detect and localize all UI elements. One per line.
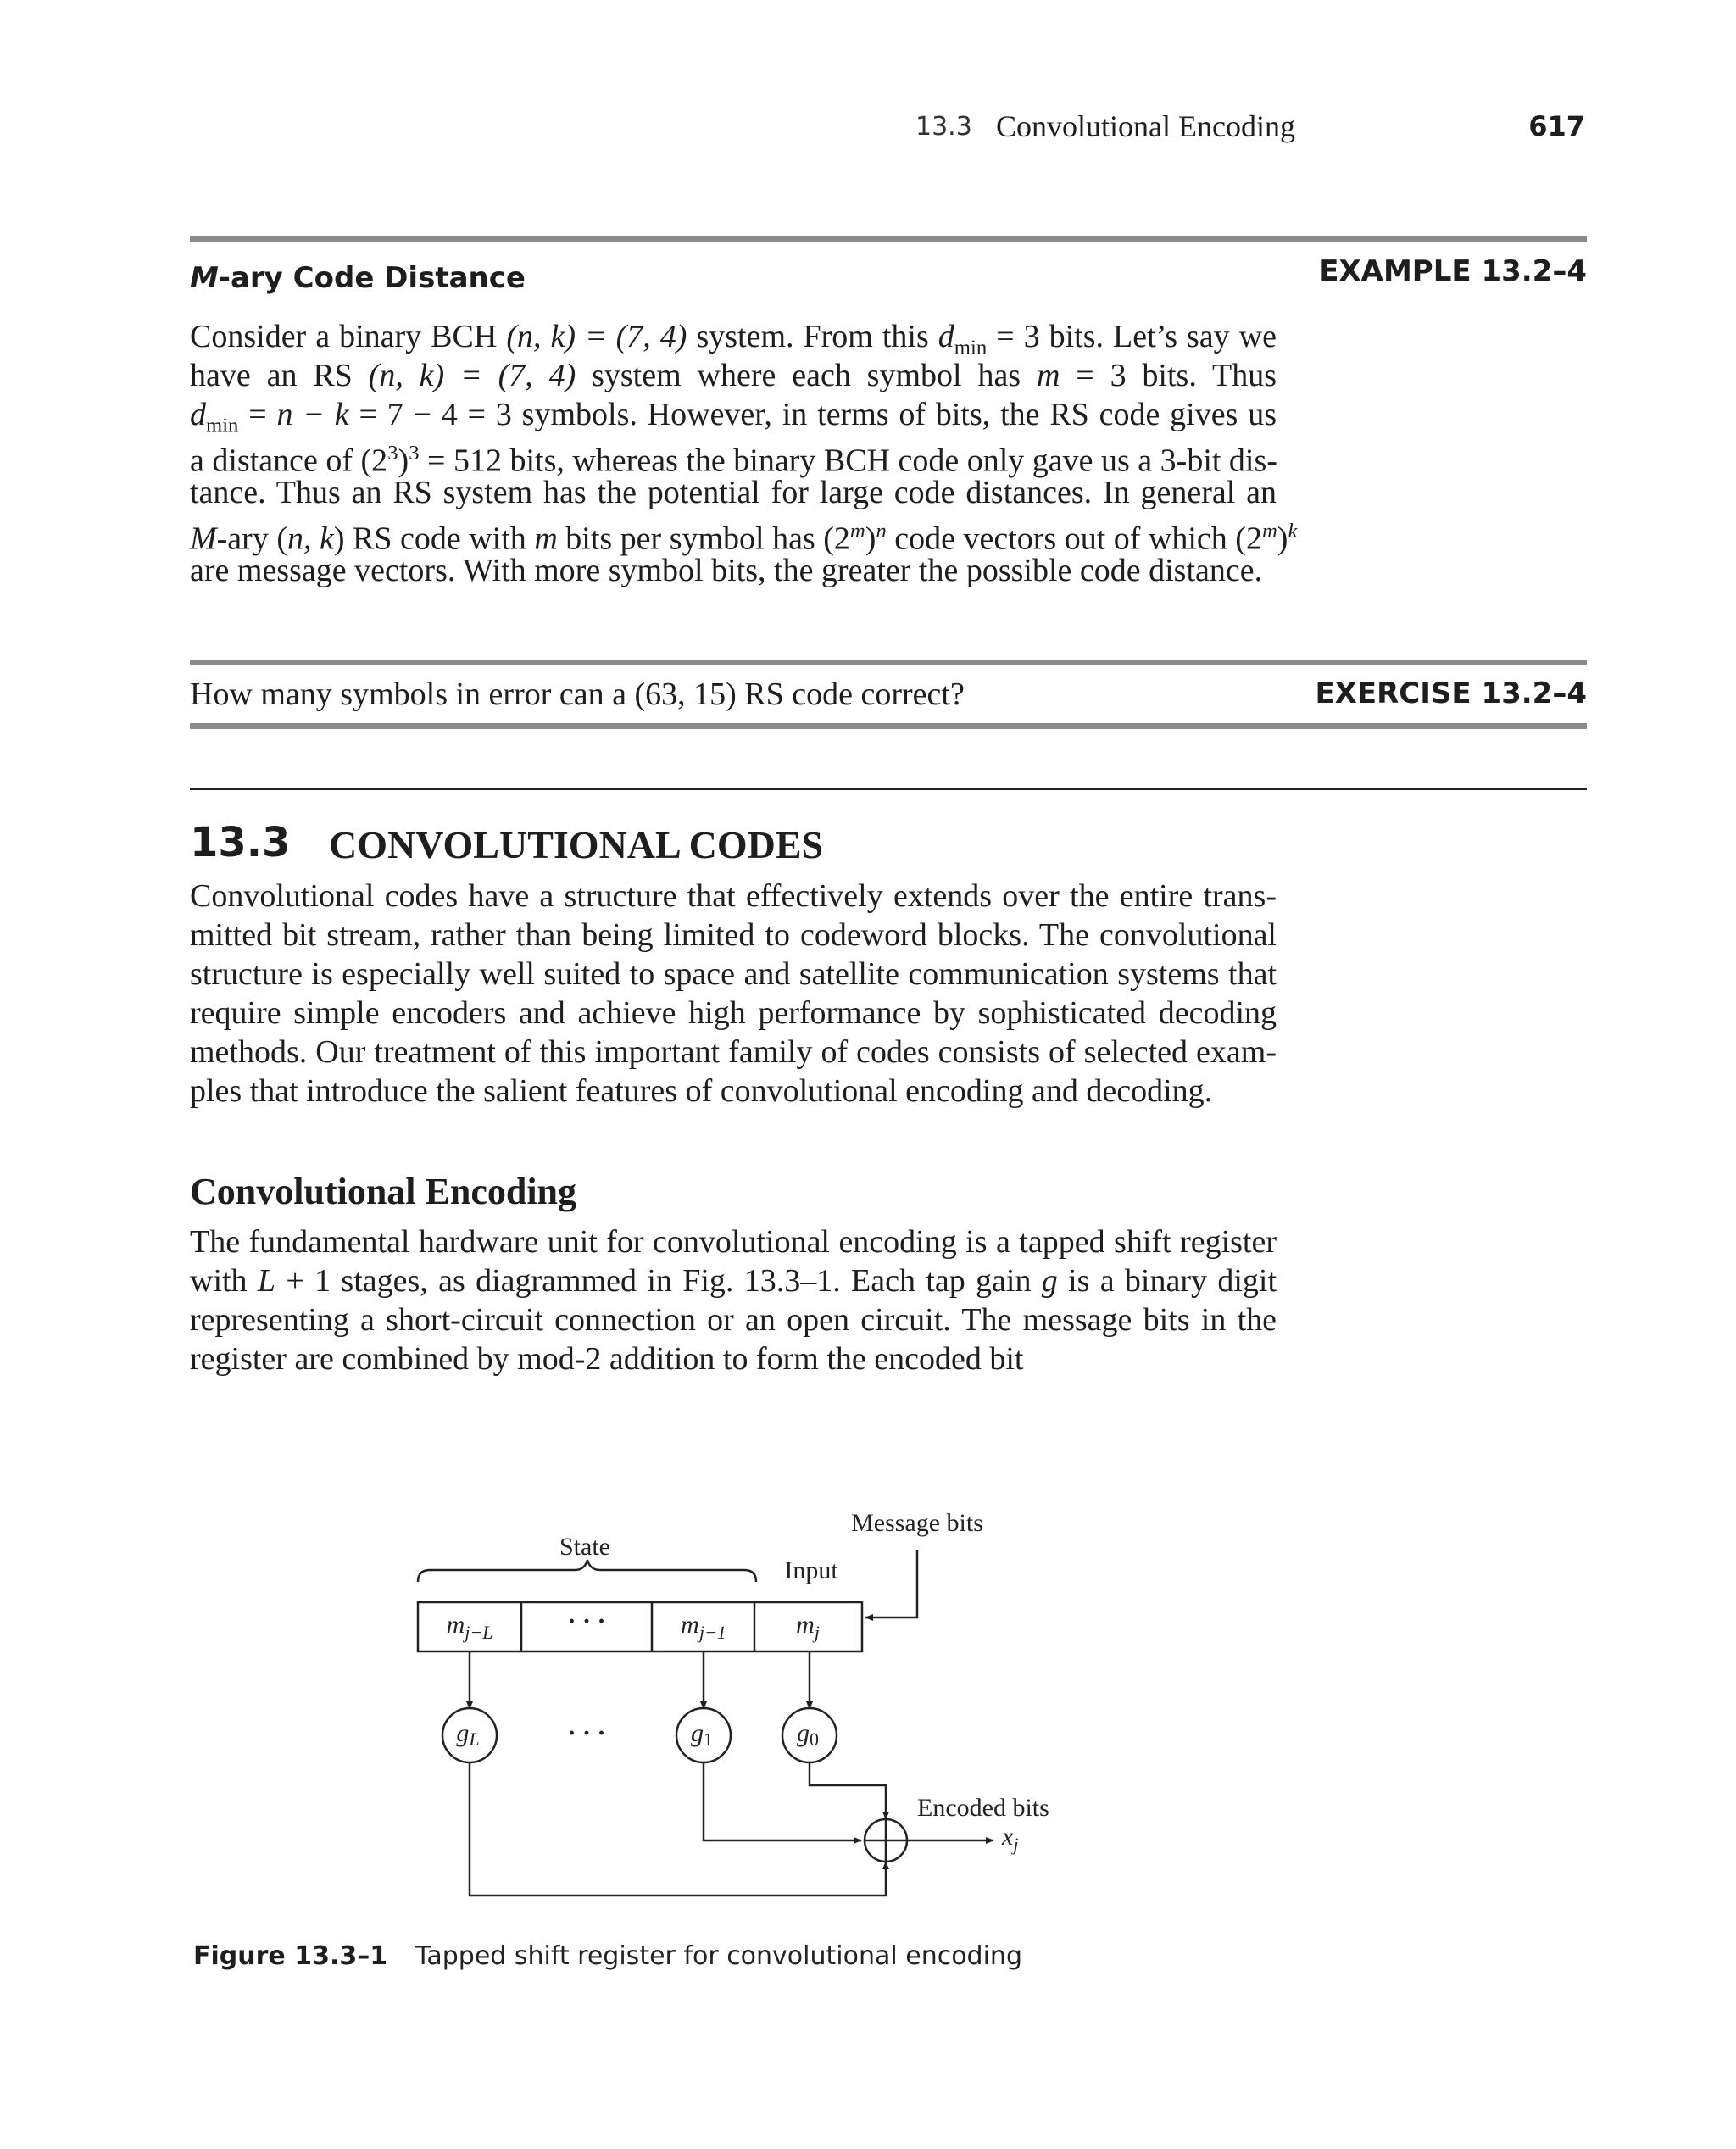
header-section-number: 13.3 [915,112,972,142]
message-input-arrow [865,1550,917,1617]
page-number: 617 [1528,110,1585,142]
subsection-title: Convolutional Encoding [190,1171,577,1212]
subsection-line-2: with L + 1 stages, as diagrammed in Fig. 13.3–1. Each tap gain g is a binary digit [190,1263,1277,1299]
example-line-6: M-ary (n, k) RS code with m bits per symbol has $(2^m)^n$ code vectors out of which $(2^m)^k$ [190,520,1298,557]
state-label: State [559,1533,610,1561]
input-label: Input [784,1556,838,1584]
cell-m-j-1: $m_{j-1}$ [681,1611,726,1643]
example-line-5: tance. Thus an RS system has the potential for large code distances. In general an [190,475,1277,510]
exercise-question: How many symbols in error can a (63, 15) RS code correct? [190,676,965,712]
subsection-line-1: The fundamental hardware unit for convolutional encoding is a tapped shift register [190,1224,1277,1260]
section-title: CONVOLUTIONAL CODES [329,823,824,866]
section-line-1: Convolutional codes have a structure that effectively extends over the entire trans- [190,878,1277,914]
example-label: EXAMPLE 13.2–4 [1319,254,1587,288]
figure-caption-text: Tapped shift register for convolutional encoding [415,1941,1022,1971]
section-line-5: methods. Our treatment of this important family of codes consists of selected exam- [190,1034,1277,1070]
tap-gL-label: gL [456,1719,480,1750]
tap-ellipsis: · · · [567,1719,606,1747]
section-line-6: ples that introduce the salient features of convolutional encoding and decoding. [190,1073,1213,1109]
section-number: 13.3 [190,819,291,866]
cell-m-j-L: $m_{j-L}$ [446,1611,493,1643]
example-line-3: $d_{min} = n - k = 7 - 4 = 3$ symbols. However, in terms of bits, the RS code gives us [190,397,1277,437]
example-line-7: are message vectors. With more symbol bits, the greater the possible code distance. [190,553,1263,588]
cell-m-j: $m_j$ [796,1611,820,1643]
tap-g0-label: g0 [797,1719,819,1750]
example-line-2: have an RS (n, k) = (7, 4) system where each symbol has m = 3 bits. Thus [190,358,1277,393]
encoded-bits-label: Encoded bits [917,1794,1049,1822]
section-line-4: require simple encoders and achieve high performance by sophisticated decoding [190,995,1277,1031]
figure-caption-label: Figure 13.3–1 [193,1941,388,1971]
example-line-1: Consider a binary BCH (n, k) = (7, 4) system. From this $d_{min} = 3$ bits. Let’s say we [190,319,1277,359]
section-line-3: structure is especially well suited to space and satellite communication systems that [190,956,1277,992]
subsection-line-4: register are combined by mod-2 addition to form the encoded bit [190,1341,1024,1377]
state-brace [418,1560,756,1582]
message-bits-label: Message bits [851,1509,983,1537]
section-line-2: mitted bit stream, rather than being limited to codeword blocks. The convolutional [190,917,1277,953]
tap-g1-label: g1 [691,1719,713,1750]
cell-ellipsis: · · · [567,1607,606,1635]
output-x-j: $x_j$ [1002,1823,1019,1855]
subsection-line-3: representing a short-circuit connection or an open circuit. The message bits in the [190,1302,1277,1338]
example-title: M-ary Code Distance [190,261,526,295]
example-line-4: a distance of $(2^3)^3 = 512$ bits, whereas the binary BCH code only gave us a 3-bit dis- [190,442,1277,479]
header-section-title: Convolutional Encoding [996,109,1295,143]
exercise-label: EXERCISE 13.2–4 [1315,676,1587,710]
